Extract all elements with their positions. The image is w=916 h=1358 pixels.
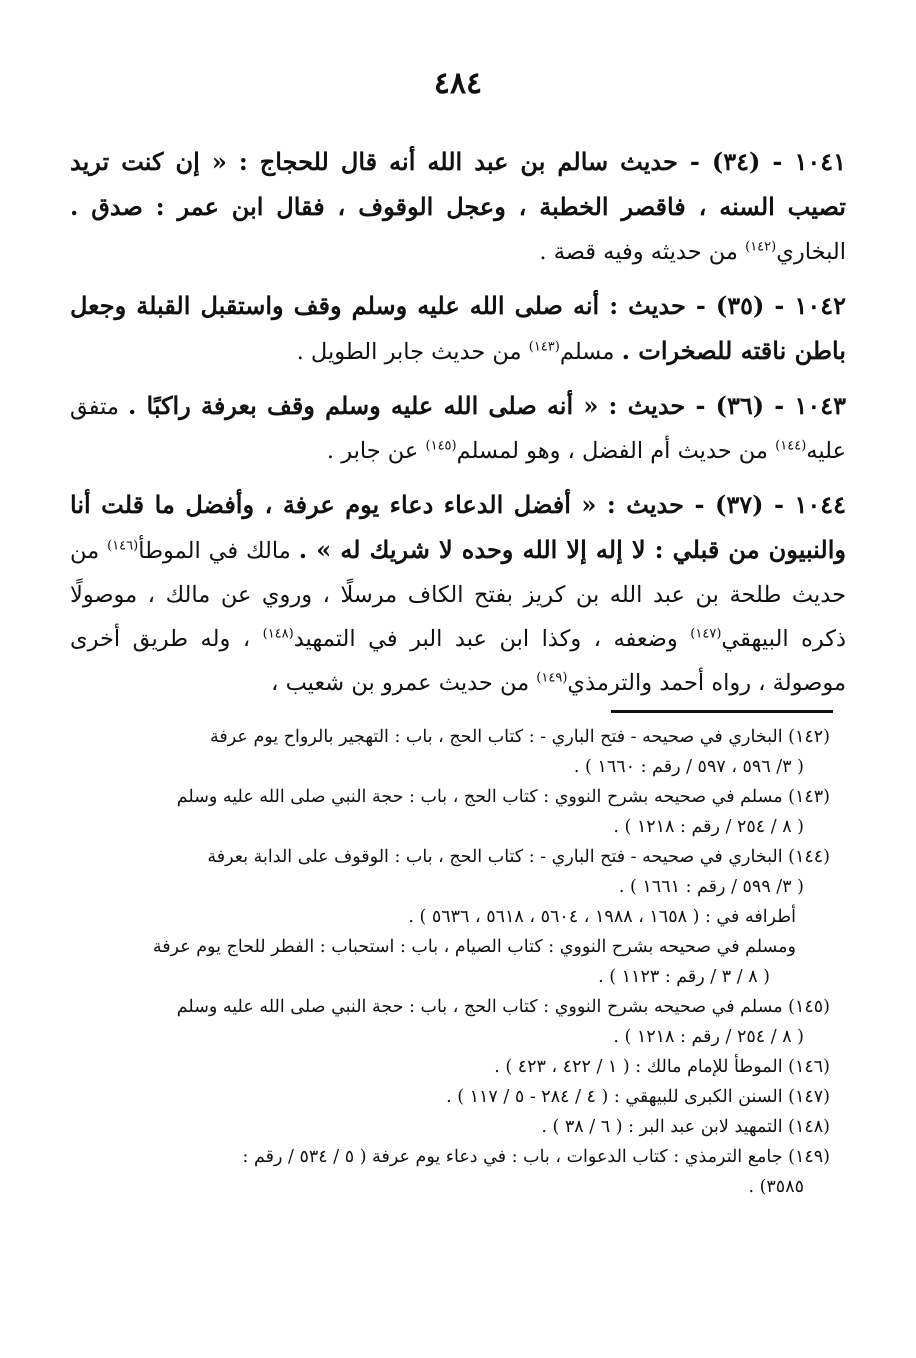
footnote-text: (١٤٩) جامع الترمذي : كتاب الدعوات ، باب : في دعاء يوم عرفة ( ٥ / ٥٣٤ / رقم : [242, 1147, 830, 1167]
footnote-ref: (١٤٤) [775, 438, 807, 454]
hadith-text: ١٠٤٢ - (٣٥) - حديث : أنه صلى الله عليه وسلم وقف واستقبل القبلة وجعل باطن ناقته للصخرات . [70, 291, 846, 365]
footnote-146 [60, 1052, 830, 1082]
hadith-text: ١٠٤٣ - (٣٦) - حديث : « أنه صلى الله عليه وسلم وقف بعرفة راكبًا . [127, 391, 846, 420]
footnote-145 [60, 992, 830, 1052]
hadith-1041 [70, 140, 846, 274]
footnote-ref: (١٤٢) [745, 239, 777, 255]
footnote-143 [60, 782, 830, 842]
footnote-144-parts [60, 902, 830, 932]
footnote-142 [60, 722, 830, 782]
footnote-ref: (١٤٥) [425, 438, 457, 454]
footnote-149 [60, 1142, 830, 1202]
main-text [70, 140, 846, 715]
footnote-148 [60, 1112, 830, 1142]
source-text: من حديثه وفيه قصة . [539, 239, 738, 265]
footnote-text: (١٤٤) البخاري في صحيحه - فتح الباري - : كتاب الحج ، باب : الوقوف على الدابة بعرفة [207, 847, 830, 867]
footnote-ref: (١٤٨) [262, 626, 294, 642]
footnote-continuation: ( ٨ / ٢٥٤ / رقم : ١٢١٨ ) . [613, 1027, 804, 1047]
hadith-1043 [70, 384, 846, 473]
footnote-continuation: ( ٨ / ٣ / رقم : ١١٢٣ ) . [598, 967, 770, 987]
footnote-ref: (١٤٧) [690, 626, 722, 642]
source-text: مسلم [559, 339, 615, 365]
source-text: وضعفه ، وكذا ابن عبد البر في التمهيد [293, 626, 678, 652]
footnote-147 [60, 1082, 830, 1112]
footnote-separator [611, 710, 833, 713]
hadith-text: ١٠٤١ - (٣٤) - حديث سالم بن عبد الله أنه قال للحجاج : « إن كنت تريد تصيب السنه ، فاقصر الخطبة ، وعجل الوقوف ، فقال ابن عمر : صدق . [70, 147, 846, 221]
footnote-ref: (١٤٦) [107, 538, 139, 554]
footnote-text: (١٤٢) البخاري في صحيحه - فتح الباري - : كتاب الحج ، باب : التهجير بالرواح يوم عرفة [210, 727, 830, 747]
hadith-1044 [70, 483, 846, 705]
footnote-ref: (١٤٩) [536, 670, 568, 686]
footnote-continuation: ٣٥٨٥) . [748, 1177, 804, 1197]
hadith-1042 [70, 284, 846, 374]
footnote-continuation: ( ٨ / ٢٥٤ / رقم : ١٢١٨ ) . [613, 817, 804, 837]
footnote-text: ومسلم في صحيحه بشرح النووي : كتاب الصيام ، باب : استحباب : الفطر للحاج يوم عرفة [152, 937, 796, 957]
footnote-continuation: ( ٣/ ٥٩٩ / رقم : ١٦٦١ ) . [618, 877, 804, 897]
footnote-text: (١٤٣) مسلم في صحيحه بشرح النووي : كتاب الحج ، باب : حجة النبي صلى الله عليه وسلم [176, 787, 830, 807]
footnote-144 [60, 842, 830, 902]
footnote-ref: (١٤٣) [528, 339, 560, 355]
page-number: ٤٨٤ [433, 66, 483, 101]
footnote-continuation: ( ٣/ ٥٩٦ ، ٥٩٧ / رقم : ١٦٦٠ ) . [573, 757, 804, 777]
source-text: ، وله طريق أخرى موصولة ، رواه أحمد والترمذي [70, 626, 846, 696]
source-text: من حديث طلحة بن عبد الله بن كريز بفتح الكاف مرسلًا ، وروي عن مالك ، موصولًا ذكره البيهقي [70, 538, 847, 652]
source-text: من حديث عمرو بن شعيب ، [271, 670, 530, 696]
source-text: متفق عليه [70, 394, 846, 464]
hadith-text: ١٠٤٤ - (٣٧) - حديث : « أفضل الدعاء دعاء يوم عرفة ، وأفضل ما قلت أنا والنبيون من قبلي : لا إله إلا الله وحده لا شريك له » . [70, 490, 846, 564]
source-text: مالك في الموطأ [138, 538, 291, 564]
footnote-text: (١٤٦) الموطأ للإمام مالك : ( ١ / ٤٢٢ ، ٤٢٣ ) . [494, 1057, 830, 1077]
footnote-text: (١٤٨) التمهيد لابن عبد البر : ( ٦ / ٣٨ ) . [541, 1117, 830, 1137]
footnotes [60, 722, 830, 1202]
footnote-144-muslim [60, 932, 830, 992]
source-text: من حديث أم الفضل ، وهو لمسلم [456, 438, 768, 464]
source-text: عن جابر . [326, 438, 419, 464]
footnote-text: (١٤٧) السنن الكبرى للبيهقي : ( ٤ / ٢٨٤ - ٥ / ١١٧ ) . [446, 1087, 830, 1107]
source-text: من حديث جابر الطويل . [296, 339, 522, 365]
source-text: البخاري [776, 239, 846, 265]
footnote-text: (١٤٥) مسلم في صحيحه بشرح النووي : كتاب الحج ، باب : حجة النبي صلى الله عليه وسلم [176, 997, 830, 1017]
footnote-text: أطرافه في : ( ١٦٥٨ ، ١٩٨٨ ، ٥٦٠٤ ، ٥٦١٨ ، ٥٦٣٦ ) . [408, 907, 796, 927]
